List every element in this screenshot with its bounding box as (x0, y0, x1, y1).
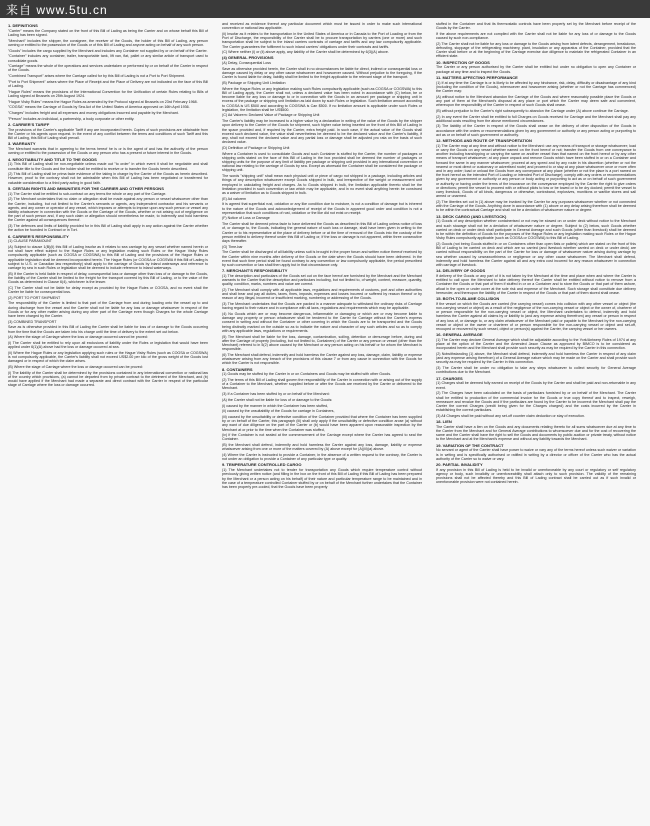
section-paragraph: "Carrier" means the Company stated on the front of this Bill of Lading as being the Carrier and on whose behalf this Bill of Lading has been signed. (8, 28, 208, 37)
section-paragraph: (1) The Carrier shall be entitled to sub-contract on any terms the whole or any part of the Carriage. (8, 191, 167, 196)
section-paragraph: "Person" includes an individual, a partnership, a body corporate or other entity. (8, 116, 135, 121)
terms-section (8, 187, 208, 233)
section-paragraph: The provisions of the Carrier's applicable Tariff if any are incorporated herein. Copies of such provisions are obtainable from the Carrier or his agents upon request. In the event of any conflict between the terms and conditions of such Tariff and this Bill of Lading, this Bill of Lading shall prevail. (8, 127, 208, 141)
section-paragraph: (ii) Where the Hague Rules or any legislation applying such rules or the Hague Visby Rules (such as COGSA or COGSWA) is not compulsorily applicable, the Carrier's liability shall not exceed US$2.00 per kilo of the gross weight of the Goods lost damaged or in respect of which the claim arises. (8, 350, 208, 364)
section-paragraph: (1) The Merchant undertakes not to tender for transportation any Goods which require temperature control without previously giving written notice (and filling in the box on the front of this Bill of Lading if this Bill of Lading has been prepared by the Merchant or a person acting on his behalf) of their nature and particular temperature range to be maintained and in the case of a temperature controlled Container stuffed by or on behalf of the Merchant further undertakes that the Container has been properly pre-cooled, that the Goods have been properly (222, 468, 422, 490)
terms-section (436, 215, 636, 268)
section-paragraph: Save as otherwise provided herein, the Carrier shall in no circumstances be liable for direct, indirect or consequential loss or damage caused by delay or any other cause whatsoever and howsoever caused. Without prejudice to the foregoing, if the Carrier is found liable for delay, liability shall be limited to the freight applicable to the relevant stage of the transport. (222, 66, 422, 80)
section-paragraph: (D) Definition of Package or Shipping Unit (222, 145, 290, 150)
section-heading: 8. CONTAINERS (222, 366, 253, 372)
section-paragraph: "Hague Visby Rules" means the Hague Rules as amended by the Protocol signed at Brussels on 23rd February 1968. (8, 99, 198, 104)
section-paragraph: It is agreed that superficial rust, oxidation or any like condition due to moisture, is not a condition of damage but is inherent to the nature of the Goods and acknowledgement of receipt of the Goods in apparent good order and condition is not a representation that such conditions of rust, oxidation or the like did not exist on receipt. (222, 202, 422, 215)
section-paragraph: (3) The liability of the Carrier in respect of the Goods shall cease on the delivery of other disposition of the Goods in accordance with the orders or recommendations given by any government or authority or any person acting or purporting to act as or on behalf of such government or authority. (436, 124, 636, 137)
section-paragraph: (6) The Merchant shall defend, indemnify and hold harmless the Carrier against any loss, damage, claim, liability or expense whatsoever arising from any breach of the provisions of this clause 7 or from any cause in connection with the Goods for which the Carrier is not responsible. (222, 352, 422, 366)
section-paragraph: (2) The Merchant shall comply with all applicable laws, regulations and requirements of customs, port and other authorities and shall bear and pay all duties, taxes, fines, imposts, expenses and losses incurred or suffered by reason thereof or by reason of any illegal, incorrect or insufficient marking, numbering or addressing of the Goods. (222, 288, 422, 301)
section-paragraph: The responsibility of the Carrier is limited to that part of the Carriage from and during loading onto the vessel up to and during discharge from the vessel and the Carrier shall not be liable for any loss or damage whatsoever in respect of the Goods or for any other matter arising during any other part of the Carriage even though Charges for the whole Carriage have been charged by the Carrier. (8, 301, 208, 319)
section-paragraph: (1) The Carrier may declare General Average which shall be adjustable according to the York/Antwerp Rules of 1974 at any place at the option of the Carrier and the Amended Jason Clause as approved by BIMCO is to be considered as incorporated herein and the Merchant shall provide such security as may be required by the Carrier in this connection. (436, 337, 636, 351)
terms-section (222, 22, 422, 54)
section-paragraph: (2) This Bill of Lading shall be prima facie evidence of the taking in charge by the Carrier of the Goods as herein described. However, proof to the contrary shall not be admissible when this Bill of Lading has been negotiated or transferred for valuable consideration to a third party acting in good faith. (8, 172, 208, 185)
section-paragraph: stuffed in the Container and that its thermostatic controls have been properly set by the Merchant before receipt of the Goods by the Carrier. (436, 22, 636, 31)
section-paragraph: (C) The Carrier shall not be liable for delay except as provided by the Hague Rules or COGSA, and no event shall the Carrier be liable for consequential loss. (8, 285, 208, 295)
section-paragraph: "Combined Transport" arises where the Carriage called for by this Bill of Lading is not a Port to Port Shipment. (8, 74, 186, 79)
section-paragraph: (C) Where neither (i) or (ii) above apply, any liability of the Carrier shall be determined by 6(3)(A) above. (222, 50, 389, 55)
terms-section (436, 22, 636, 59)
section-paragraph: "Goods" includes the cargo supplied by the Merchant and includes any Container not supplied by or on behalf of the Carrier. (8, 48, 208, 53)
section-paragraph: (B) the Merchant shall defend, indemnify and hold harmless the Carrier against any loss, damage, liability or expense whatsoever arising from one or more of the matters covered by (A) above except for (A)(iii)(a) above. (222, 443, 422, 452)
section-paragraph: (3) COMBINED TRANSPORT (8, 319, 57, 324)
section-paragraph: (3) The Carrier shall be under no obligation to take any steps whatsoever to collect security for General Average contributions due to the Merchant. (436, 366, 636, 375)
section-heading: 13. DECK CARGO (AND LIVESTOCK) (436, 213, 507, 219)
section-paragraph: (B) If the Carrier is held liable in respect of delay, consequential loss or damage other than loss of or damage to the Goods, the liability of the Carrier shall be limited to the freight for the transport covered by this Bill of Lading, or to the value of the Goods as determined in Clause 6(4), whichever is the lesser. (8, 271, 208, 285)
terms-section (8, 158, 208, 185)
terms-section (436, 463, 636, 485)
section-paragraph: (2) The Merchant undertakes that no claim or allegation shall be made against any person or vessel whatsoever other than the Carrier, including, but not limited to the Carrier's servants or agents, any independent contractor and his servants or agents, and any owner or operator of any vessel, which imposes or attempts to impose upon any such person or vessel any liability whatsoever in connection with the Goods or the Carriage of the Goods, whether or not arising out of negligence on the part of such person and, if any such claim or allegation should nevertheless be made, to indemnify and hold harmless the Carrier against all consequences thereof. (8, 197, 208, 223)
section-paragraph: (1) If at any time the Carriage is or is likely to be affected by any hindrance, risk, delay, difficulty or disadvantage of any kind (including the condition of the Goods), whensoever and howsoever arising (whether or not the Carriage has commenced) the Carrier may: (436, 80, 636, 94)
section-paragraph: (1) Charges shall be deemed fully earned on receipt of the Goods by the Carrier and shall be paid and non-returnable in any event. (436, 381, 636, 390)
section-paragraph: Where the Hague Rules or any legislation making such Rules compulsorily applicable (such as COGSA or COGSWA) to this Bill of Lading apply, the Carrier shall not, unless a declared value has been noted in accordance with (C) below, be or become liable for any loss or damage to or in connection with the Goods in an amount per package or shipping unit in excess of the package or shipping unit limitation as laid down by such Rules or legislation. Such limitation amount according to COGSA is US $500 and according to COGSWA is Can $500. If no limitation amount is applicable under such Rules or legislation, the limitation shall be US$500. (222, 86, 422, 112)
section-paragraph: (A) Subject to clause 1(B)(ii) this Bill of Lading insofar as it relates to sea carriage by any vessel whether named herein or not shall have effect subject to the Hague Rules or any legislation making such Rules or the Hague Visby Rules compulsorily applicable (such as COGSA or COGSWA) to this Bill of Lading and the provisions of the Hague Rules or applicable legislation shall be deemed incorporated herein. The Hague Rules (or COGSA or COGSWA if this Bill of Lading is subject to U.S. or Canadian law respectively) shall apply to the carriage of Goods by inland waterways and reference to carriage by sea in such Rules or legislation shall be deemed to include reference to inland waterways. (8, 245, 208, 271)
terms-section (222, 269, 422, 365)
terms-section (436, 333, 636, 374)
terms-section (436, 377, 636, 418)
site-watermark: 来自 www.5tu.cn (6, 2, 108, 17)
section-paragraph: (i) The Carrier shall be entitled to rely upon all exclusions of liability under the Rules or legislation that would have been applied under 6(1)(A) above had the loss or damage occurred at sea. (8, 341, 208, 350)
section-paragraph: "COGSA" means the Carriage of Goods by Sea Act of the United States of America approved on 16th April 1936. (8, 105, 190, 110)
terms-section (222, 368, 422, 462)
section-paragraph: If delivery of the Goods or any part of it is not taken by the Merchant at the time and place when and where the Carrier is entitled to call upon the Merchant to take delivery thereof the Carrier shall be entitled without notice to remove from a Container the Goods or that part of them if stuffed in or on a Container and to store the Goods or that part of them ashore, afloat in the open or under cover at the sole risk and expense of the Merchant. Such storage shall constitute due delivery hereunder, and thereupon the liability of the Carrier in respect of the Goods or that part of them stored shall cease. (436, 273, 636, 295)
section-paragraph: (1) The description and particulars of the Goods set out on the face hereof are furnished by the Merchant and the Merchant warrants to the Carrier that the description and particulars including, but not limited to, of weight, content, measure, quantity, quality, condition, marks, numbers and value are correct. (222, 273, 422, 287)
section-paragraph: (C) Ad Valorem: Declared Value of Package or Shipping Unit (222, 113, 320, 118)
section-paragraph: (i) The liability of the Carrier shall be determined by the provisions contained in any international convention or national law of the country which provisions, (a) cannot be departed from by private contract to the detriment of the Merchant, and (b) would have applied if the Merchant had made a separate and direct contract with the Carrier in respect of the particular stage of Carriage where the loss or damage occurred. (8, 370, 208, 388)
section-paragraph: (B) without prejudice to the Carrier's right subsequently to abandon the Carriage under (A) above continue the Carriage. (436, 108, 629, 113)
section-paragraph: (2) The Charges have been calculated on the basis of particulars furnished by or on behalf of the Merchant. The Carrier shall be entitled to production of the commercial invoice for the Goods or true copy thereof and to inspect, reweigh, remeasure and revalue the Goods and if the particulars are found by the Carrier to be incorrect the Merchant shall pay the Carrier the correct Charges (credit being given for the Charges charged) and the costs incurred by the Carrier in establishing the correct particulars. (436, 391, 636, 413)
section-paragraph: The Carrier or any person authorised by the Carrier shall be entitled but under no obligation to open any Container or package at any time and to inspect the Goods. (436, 65, 636, 74)
section-paragraph: "Hague Rules" means the provisions of the International Convention for the Unification of certain Rules relating to Bills of Lading signed at Brussels on 25th August 1924. (8, 89, 208, 98)
terms-section (436, 297, 636, 331)
section-paragraph: The Merchant warrants that in agreeing to the terms hereof he is or is the agent of and has the authority of the person owning or entitled to the possession of the Goods or any person who has a present or future interest in the Goods. (8, 147, 208, 156)
section-paragraph: (1) Goods of any description whether containerised or not may be stowed on or under deck without notice to the Merchant and such stowage shall not be a deviation of whatsoever nature or degree. Subject to (2) below, such Goods whether carried on deck or under deck shall participate in General Average and such Goods (other than livestock) shall be deemed to be within the definition of Goods for the purposes of the Hague Rules or any legislation making such Rules or the Hague Visby Rules compulsorily applicable (such as COGSA or COGSWA) to this Bill of Lading. (436, 219, 636, 241)
terms-section (436, 139, 636, 213)
section-paragraph: (1) The Carrier may at any time and without notice to the Merchant: use any means of transport or storage whatsoever; load or carry the Goods on any vessel whether named on the front hereof or not; transfer the Goods from one conveyance to another including transhipping or carrying the same on another vessel than that named on the front hereof or by any other means of transport whatsoever; at any place unpack and remove Goods which have been stuffed in or on a Container and forward the same in any manner whatsoever; proceed at any speed and by any route in his discretion (whether or not the nearest or most direct or customary or advertised route) and proceed to or stay at any place whatsoever once or more often and in any order; load or unload the Goods from any conveyance at any place (whether or not the place is a port named on the front hereof as the intended Port of Loading or intended Port of Discharge); comply with any orders or recommendations given by any government or authority or any person or body acting or purporting to act as or on behalf of such government or authority or having under the terms of the insurance on the conveyance employed by the Carrier the right to give orders or directions; permit the vessel to proceed with or without pilots to tow or be towed or to be dry docked; permit the vessel to carry livestock, Goods of all kinds, dangerous or otherwise, contraband, explosives, munitions or warlike stores and sail armed or unarmed. (436, 143, 636, 199)
section-heading: 1. DEFINITIONS (8, 23, 38, 28)
section-paragraph: "Carriage" means the whole of the operations and services undertaken or performed by or on behalf of the Carrier in respect of the Goods. (8, 64, 208, 73)
section-paragraph: (3) All Charges shall be paid without any set-off counter claim deduction or stay of execution. (436, 413, 586, 418)
terms-section (436, 420, 636, 442)
section-heading: 18. LIEN (436, 419, 452, 425)
section-heading: 19. VARIATION OF THE CONTRACT (436, 442, 504, 448)
section-paragraph: (ii) caused by the unsuitability of the Goods for carriage in Containers, (222, 409, 335, 414)
section-paragraph: (3) The Merchant undertakes that the Goods are packed in a manner adequate to withstand the ordinary risks of Carriage having regard to their nature and in compliance with all laws, regulations and requirements which may be applicable. (222, 302, 422, 311)
section-paragraph: (A) the Carrier shall not be liable for loss of or damage to the Goods: (222, 397, 333, 402)
section-heading: 3. WARRANTY (8, 141, 36, 147)
terms-column-3 (436, 22, 636, 826)
section-paragraph: (3) If a Container has been stuffed by or on behalf of the Merchant: (222, 392, 330, 397)
section-paragraph: (2) In any event the Carrier shall be entitled to full Charges on Goods received for Carriage and the Merchant shall pay any additional costs resulting from the above mentioned circumstances. (436, 114, 636, 123)
section-paragraph: (2) The terms of this Bill of Lading shall govern the responsibility of the Carrier in connection with or arising out of the supply of a Container to the Merchant, whether supplied before or after the Goods are received by the Carrier or delivered to the Merchant. (222, 378, 422, 391)
section-paragraph: (2) The liberties set out in (1) above may be invoked by the Carrier for any purposes whatsoever whether or not connected with the Carriage of the Goods. Anything done in accordance with (1) above or any delay arising therefrom shall be deemed to be within the contractual Carriage and shall not be a deviation of whatsoever nature or degree. (436, 200, 636, 213)
section-heading: 15. BOTH-TO-BLAME COLLISION (436, 295, 500, 301)
section-paragraph: (2) Notwithstanding (1) above, the Merchant shall defend, indemnify and hold harmless the Carrier in respect of any claim (and any expense arising therefrom) of a General Average nature which may be made on the Carrier and shall provide such security as may be required by the Carrier in this connection. (436, 352, 636, 365)
section-paragraph: "Container" includes any container, trailer, transportable tank, lift van, flat, pallet or any similar article of transport used to consolidate goods. (8, 54, 208, 63)
section-paragraph: (4) Where the Carrier is instructed to provide a Container, in the absence of a written request to the contrary, the Carrier is not under an obligation to provide a Container of any particular type or quality. (222, 453, 422, 462)
section-paragraph: (G) Time-bar (222, 244, 243, 249)
terms-section (8, 235, 208, 388)
section-paragraph: Where a Container is used to consolidate Goods and such Container is stuffed by the Carrier, the number of packages or shipping units stated on the face of this Bill of Lading in the box provided shall be deemed the number of packages or shipping units for the purpose of any limit of liability per package or shipping unit provided in any international convention or national law relating to the carriage of Goods by sea. Except as aforesaid the Container shall be considered the package or shipping unit. (222, 151, 422, 173)
terms-column-2 (222, 22, 422, 826)
section-paragraph: (2) The Carrier shall not be liable for any loss or damage to the Goods arising from latent defects, derangement, breakdown, defrosting, stoppage of the refrigerating machinery, plant, insulation or any apparatus of the Container, provided that the Carrier shall before or at the beginning of the Carriage exercise due diligence to maintain the refrigerated Container in an efficient state. (436, 41, 636, 59)
section-paragraph: and received as evidence thereof any particular document which must be issued in order to make such international convention or national law applicable. (222, 22, 422, 31)
section-paragraph: (F) Notice of Loss or Damage (222, 216, 270, 221)
section-paragraph: (i) caused by the manner in which the Container has been stuffed, (222, 403, 329, 408)
section-heading: 16. GENERAL AVERAGE (436, 332, 483, 338)
terms-section (436, 269, 636, 295)
section-heading: 11. MATTERS AFFECTING PERFORMANCE (436, 74, 518, 80)
section-paragraph: "Merchant" includes the shipper, the consignee, the receiver of the Goods, the holder of this Bill of Lading, any person owning or entitled to the possession of the Goods or of this Bill of Lading and anyone acting on behalf of any such person. (8, 38, 208, 47)
terms-section (436, 76, 636, 137)
section-paragraph: No servant or agent of the Carrier shall have power to waive or vary any of the terms hereof unless such waiver or variation is in writing and is specifically authorised or ratified in writing by a director or officer of the Carrier who has the actual authority of the Carrier so to waive or vary. (436, 448, 636, 461)
section-paragraph: "Port to Port Shipment" arises where the Place of Receipt and the Place of Delivery are not indicated on the face of this Bill of Lading. (8, 79, 208, 89)
terms-section (436, 444, 636, 461)
section-paragraph: (2) Goods (not being Goods stuffed in or on Containers other than open flats or pallets) which are stated on the front of this Bill of Lading to be carried on deck and which are so carried (and livestock whether carried on deck or under deck) are carried without responsibility on the part of the Carrier for loss or damage of whatsoever nature arising during carriage by sea whether caused by unseaworthiness or negligence or any other cause whatsoever. The Merchant shall defend, indemnify and hold harmless the Carrier against all and any extra cost incurred for any reason whatsoever in connection with carriage of livestock. (436, 241, 636, 267)
section-paragraph: (A) Delay, Consequential Loss (222, 61, 271, 66)
section-paragraph: Save as is otherwise provided in this Bill of Lading the Carrier shall be liable for loss of or damage to the Goods occurring from the time that the Goods are taken into his charge until the time of delivery to the extent set out below. (8, 325, 208, 334)
section-heading: 14. DELIVERY OF GOODS (436, 268, 486, 274)
section-heading: 4. NEGOTIABILITY AND TITLE TO THE GOODS (8, 156, 97, 162)
section-paragraph: If the vessel on which the Goods are carried (the carrying vessel) comes into collision with any other vessel or object (the non-carrying vessel or object) as a result of the negligence of the non-carrying vessel or object or the owner of, charterer of or person responsible for the non-carrying vessel or object, the Merchant undertakes to defend, indemnify and hold harmless the Carrier against all claims by or liability to (and any expense arising therefrom) any vessel or person in respect of any loss of, or damage to, or any claim whatsoever of the Merchant paid or payable to the Merchant by the non-carrying vessel or object or the owner or charterer of or person responsible for the non-carrying vessel or object and set-off, recouped or recovered by such vessel, object or person(s) against the Carrier, the carrying vessel or her owners. (436, 301, 636, 331)
section-heading: (4) GENERAL PROVISIONS (222, 55, 274, 61)
section-paragraph: The Carrier shall be deemed prima facie to have delivered the Goods as described in this Bill of Lading unless notice of loss of, or damage to, the Goods, indicating the general nature of such loss or damage, shall have been given in writing to the Carrier or to his representative at the place of delivery before or at the time of removal of the Goods into the custody of the person entitled to delivery thereof under this Bill of Lading or, if the loss or damage is not apparent, within three consecutive days thereafter. (222, 222, 422, 243)
section-heading: 7. MERCHANT'S RESPONSIBILITY (222, 268, 288, 274)
section-paragraph: (iii) caused by the unsuitability or defective condition of the Container provided that where the Container has been supplied by or on behalf of the Carrier, this paragraph (iii) shall only apply if the unsuitability or defective condition arose (a) without any want of due diligence on the part of the Carrier or (b) would have been apparent upon reasonable inspection by the Merchant at or prior to the time when the Container was stuffed, (222, 414, 422, 432)
terms-column-1 (8, 22, 208, 826)
section-heading: 2. CARRIER'S TARIFF (8, 121, 50, 127)
terms-section (222, 56, 422, 267)
section-paragraph: (ii) Insofar as it relates to the transportation in the United States of America or in Canada to the Port of Loading or from the Port of Discharge, the responsibility of the Carrier shall be to procure transportation by carriers (one or more) and such transportation shall be subject to the inland carriers contracts of carriage and tariffs and any law compulsorily applicable. The Carrier guarantees the fulfilment to such inland carriers' obligations under their contracts and tariffs. (222, 31, 422, 49)
section-paragraph: (4) No Goods which are or may become dangerous, inflammable or damaging or which are or may become liable to damage any property or person whatsoever shall be tendered to the Carrier for Carriage without the Carrier's express consent in writing and without the Container or other covering in which the Goods are to be transported and the Goods being distinctly marked on the outside so as to indicate the nature and character of any such articles and so as to comply with any applicable laws, regulations or requirements. (222, 312, 422, 333)
terms-section (222, 463, 422, 489)
section-paragraph: (3) The defences and limits of liability provided for in this Bill of Lading shall apply in any action against the Carrier whether the action be founded in Contract or in Tort. (8, 224, 208, 233)
section-paragraph: (E) Ad valorem (222, 196, 247, 201)
section-paragraph: (1) This Bill of Lading shall be non-negotiable unless made out "to order" in which event it shall be negotiable and shall constitute title to the Goods and the holder shall be entitled to receive or to transfer the Goods herein described. (8, 162, 208, 171)
section-paragraph: (5) The Merchant shall be liable for the loss, damage, contamination, soiling, detention or demurrage before, during and after the Carriage of property (including, but not limited to, Containers) of the Carrier or any person or vessel (other than the Merchant) referred to in 5(2) above caused by the Merchant or any person acting on his behalf or for whom the Merchant is responsible. (222, 334, 422, 352)
section-paragraph: (2) PORT TO PORT SHIPMENT (8, 295, 61, 300)
section-paragraph: (A) Where the stage of Carriage where the loss or damage occurred cannot be proved: (8, 335, 148, 340)
section-paragraph: (A) without notice to the Merchant abandon the Carriage of the Goods and where reasonably possible place the Goods or any part of them at the Merchant's disposal at any place or port which the Carrier may deem safe and convenient, whereupon the responsibility of the Carrier in respect of such Goods shall cease. (436, 94, 636, 108)
watermark-bar (0, 0, 650, 18)
section-paragraph: (B) Package or Shipping Unit Limitation (222, 81, 286, 86)
terms-section (436, 61, 636, 74)
section-paragraph: (iv) if the Container is not sealed at the commencement of the Carriage except where the Carrier has agreed to seal the Container. (222, 433, 422, 442)
section-paragraph: (B) Where the stage of Carriage where the loss or damage occurred can be proved: (8, 365, 143, 370)
section-heading: 20. PARTIAL INVALIDITY (436, 462, 483, 468)
section-heading: 17. CHARGES (436, 375, 463, 381)
section-paragraph: The Carrier shall have a lien on the Goods and any documents relating thereto for all sums whatsoever due at any time to the Carrier from the Merchant and for General Average contributions to whomsoever due and for the cost of recovering the same and the Carrier shall have the right to sell the Goods and documents by public auction or private treaty, without notice to the Merchant and at the Merchant's expense and without any liability towards the Merchant. (436, 424, 636, 442)
section-heading: 10. INSPECTION OF GOODS (436, 59, 490, 65)
section-heading: 12. METHODS AND ROUTE OF TRANSPORTATION (436, 138, 532, 144)
section-paragraph: If any provision in this Bill of Lading is held to be invalid or unenforceable by any court or regulatory or self regulatory agency or body, such invalidity or unenforceability shall attach only to such provision. The validity of the remaining provisions shall not be affected thereby and this Bill of Lading contract shall be carried out as if such invalid or unenforceable provision were not contained herein. (436, 467, 636, 485)
section-paragraph: (1) Goods may be stuffed by the Carrier in or on Containers and Goods may be stuffed with other Goods. (222, 372, 392, 377)
terms-section (8, 142, 208, 155)
section-paragraph: The Carrier shall be discharged of all liability unless suit is brought in the proper forum and written notice thereof received by the Carrier within nine months after delivery of the Goods or the date when the Goods should have been delivered. In the event that such time period shall be found contrary to any convention or law compulsorily applicable, the period prescribed by such convention or law shall then apply but in that circumstance only. (222, 250, 422, 267)
terms-section (8, 123, 208, 140)
section-paragraph: The words "shipping unit" shall mean each physical unit or piece of cargo not shipped in a package, including articles and things of any description whatsoever except Goods shipped in bulk, and irrespective of the weight or measurement unit employed in calculating freight and charges. As to Goods shipped in bulk, the limitation applicable thereto shall be the limitation provided in such convention or law which may be applicable, and in no event shall anything herein be construed as a waiver of limitation as to Goods shipped in bulk. (222, 174, 422, 195)
terms-section (8, 24, 208, 121)
section-paragraph: The Carrier's liability may be increased to a higher value by a declaration in writing of the value of the Goods by the shipper upon delivery to the Carrier of the Goods for shipment, such higher value being inserted on the front of this Bill of Lading in the space provided and, if required by the Carrier, extra freight paid. In such case, if the actual value of the Goods shall exceed such declared value, the value shall nevertheless be deemed to be the declared value and the Carrier's liability, if any, shall not exceed the declared value and any partial loss or damage shall be adjusted pro rata on the basis of such declared value. (222, 119, 422, 145)
section-paragraph: "Charges" includes freight and all expenses and money obligations incurred and payable by the Merchant. (8, 111, 179, 116)
section-paragraph: (1) CLAUSE PARAMOUNT (8, 239, 53, 244)
bill-of-lading-terms-page (0, 18, 650, 826)
section-heading: 9. TEMPERATURE CONTROLLED CARGO (222, 462, 302, 468)
section-paragraph: If the above requirements are not complied with the Carrier shall not be liable for any loss of or damage to the Goods caused by such non-compliance. (436, 31, 636, 41)
section-heading: 6. CARRIER'S RESPONSIBILITY (8, 233, 69, 239)
section-heading: 5. CERTAIN RIGHTS AND IMMUNITIES FOR THE CARRIER AND OTHER PERSONS (8, 185, 164, 191)
